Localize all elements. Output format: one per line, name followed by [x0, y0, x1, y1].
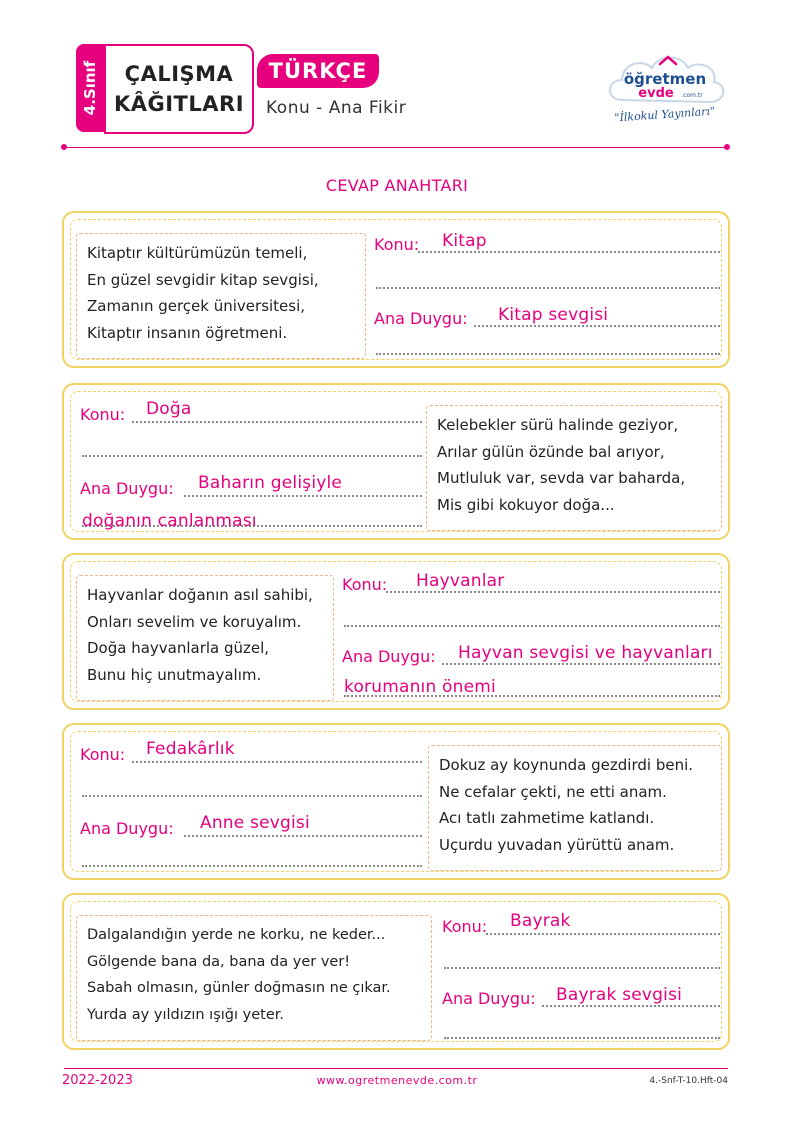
theme-label: Ana Duygu: [342, 647, 436, 666]
poem-box [428, 745, 722, 871]
topic-answer-line [386, 591, 720, 593]
blank-line [82, 865, 422, 867]
poem-line: Kitaptır kültürümüzün temeli, [87, 244, 308, 262]
grade-label: 4.Sınıf [81, 60, 99, 116]
exercise-card-3 [62, 553, 730, 710]
footer-year: 2022-2023 [62, 1073, 133, 1088]
theme-answer-line [442, 663, 720, 665]
topic-answer: Doğa [146, 399, 192, 419]
topic-label: Konu: [442, 917, 488, 936]
exercise-card-5 [62, 893, 730, 1050]
poem-box [76, 915, 432, 1041]
topic-subtitle: Konu - Ana Fikir [266, 98, 407, 118]
topic-answer: Fedakârlık [146, 739, 235, 759]
poem-line: Doğa hayvanlarla güzel, [87, 639, 270, 657]
topic-answer-line [132, 761, 422, 763]
poem-line: Mutluluk var, sevda var baharda, [437, 469, 686, 487]
publisher-logo [600, 44, 730, 128]
footer-divider [64, 1068, 728, 1069]
poem-line: Acı tatlı zahmetime katlandı. [439, 809, 655, 827]
topic-label: Konu: [342, 575, 388, 594]
grade-tab [76, 44, 104, 132]
poem-line: Yurda ay yıldızın ışığı yeter. [87, 1006, 284, 1023]
header-divider [64, 147, 728, 148]
poem-line: Kelebekler sürü halinde geziyor, [437, 416, 679, 434]
blank-line [376, 353, 720, 355]
poem-line: Dokuz ay koynunda gezdirdi beni. [439, 756, 694, 774]
header-divider-dot-right [724, 144, 730, 150]
exercise-card-1 [62, 211, 730, 368]
footer-website-link[interactable]: www.ogretmenevde.com.tr [316, 1074, 478, 1087]
theme-answer: Hayvan sevgisi ve hayvanları [458, 643, 713, 663]
topic-answer-line [418, 251, 720, 253]
logo-word-1: öğretmen [623, 70, 707, 88]
blank-line [82, 795, 422, 797]
poem-box [76, 575, 334, 701]
theme-answer-continued: korumanın önemi [344, 677, 496, 697]
blank-line [344, 625, 720, 627]
topic-answer: Bayrak [510, 911, 571, 931]
poem-line: Arılar gülün özünde bal arıyor, [437, 442, 665, 461]
poem-line: Kitaptır insanın öğretmeni. [87, 323, 288, 342]
poem-line: Bunu hiç unutmayalım. [87, 665, 262, 684]
poem-line: Sabah olmasın, günler doğmasın ne çıkar. [87, 980, 391, 996]
theme-answer-continued: doğanın canlanması [82, 511, 257, 531]
topic-answer-line [486, 933, 720, 935]
logo-domain: .com.tr [681, 92, 703, 99]
topic-label: Konu: [80, 405, 126, 424]
theme-label: Ana Duygu: [80, 479, 174, 498]
theme-answer-line [542, 1005, 720, 1007]
poem-line: Ne cefalar çekti, ne etti anam. [439, 782, 667, 801]
theme-answer: Baharın gelişiyle [198, 473, 343, 493]
blank-line [376, 287, 720, 289]
worksheet-title-box [104, 44, 254, 134]
theme-answer: Anne sevgisi [200, 813, 310, 833]
blank-line [444, 967, 720, 969]
exercise-card-4 [62, 723, 730, 880]
topic-label: Konu: [374, 235, 420, 254]
poem-line: Zamanın gerçek üniversitesi, [87, 297, 306, 315]
theme-answer-line [184, 495, 422, 497]
poem-box [76, 233, 366, 359]
theme-answer: Kitap sevgisi [498, 305, 609, 325]
logo-tagline: "İlkokul Yayınları" [614, 104, 716, 125]
logo-word-2: evde [638, 86, 674, 101]
blank-line [82, 455, 422, 457]
footer-page-code: 4.-Snf-T-10.Hft-04 [649, 1076, 728, 1086]
header-divider-dot-left [61, 144, 67, 150]
title-line-2: KÂĞITLARI [113, 92, 245, 116]
poem-line: Mis gibi kokuyor doğa... [437, 495, 615, 514]
topic-answer-line [132, 421, 422, 423]
theme-label: Ana Duygu: [374, 309, 468, 328]
poem-line: Uçurdu yuvadan yürüttü anam. [439, 835, 675, 854]
theme-answer-line [474, 325, 720, 327]
topic-answer: Hayvanlar [416, 571, 505, 591]
poem-line: En güzel sevgidir kitap sevgisi, [87, 270, 319, 289]
topic-label: Konu: [80, 745, 126, 764]
subject-badge: TÜRKÇE [257, 54, 379, 88]
cloud-logo-icon [600, 44, 730, 128]
theme-label: Ana Duygu: [442, 989, 536, 1008]
answer-key-title: CEVAP ANAHTARI [325, 176, 469, 195]
poem-line: Dalgalandığın yerde ne korku, ne keder... [87, 927, 386, 943]
theme-label: Ana Duygu: [80, 819, 174, 838]
poem-line: Hayvanlar doğanın asıl sahibi, [87, 586, 313, 604]
exercise-card-2 [62, 383, 730, 540]
poem-line: Onları sevelim ve koruyalım. [87, 612, 302, 631]
theme-answer-line [184, 835, 422, 837]
theme-answer: Bayrak sevgisi [556, 985, 683, 1005]
poem-box [426, 405, 722, 531]
topic-answer: Kitap [442, 231, 487, 251]
blank-line [444, 1037, 720, 1039]
poem-line: Gölgende bana da, bana da yer ver! [87, 953, 351, 970]
title-line-1: ÇALIŞMA [124, 62, 234, 86]
